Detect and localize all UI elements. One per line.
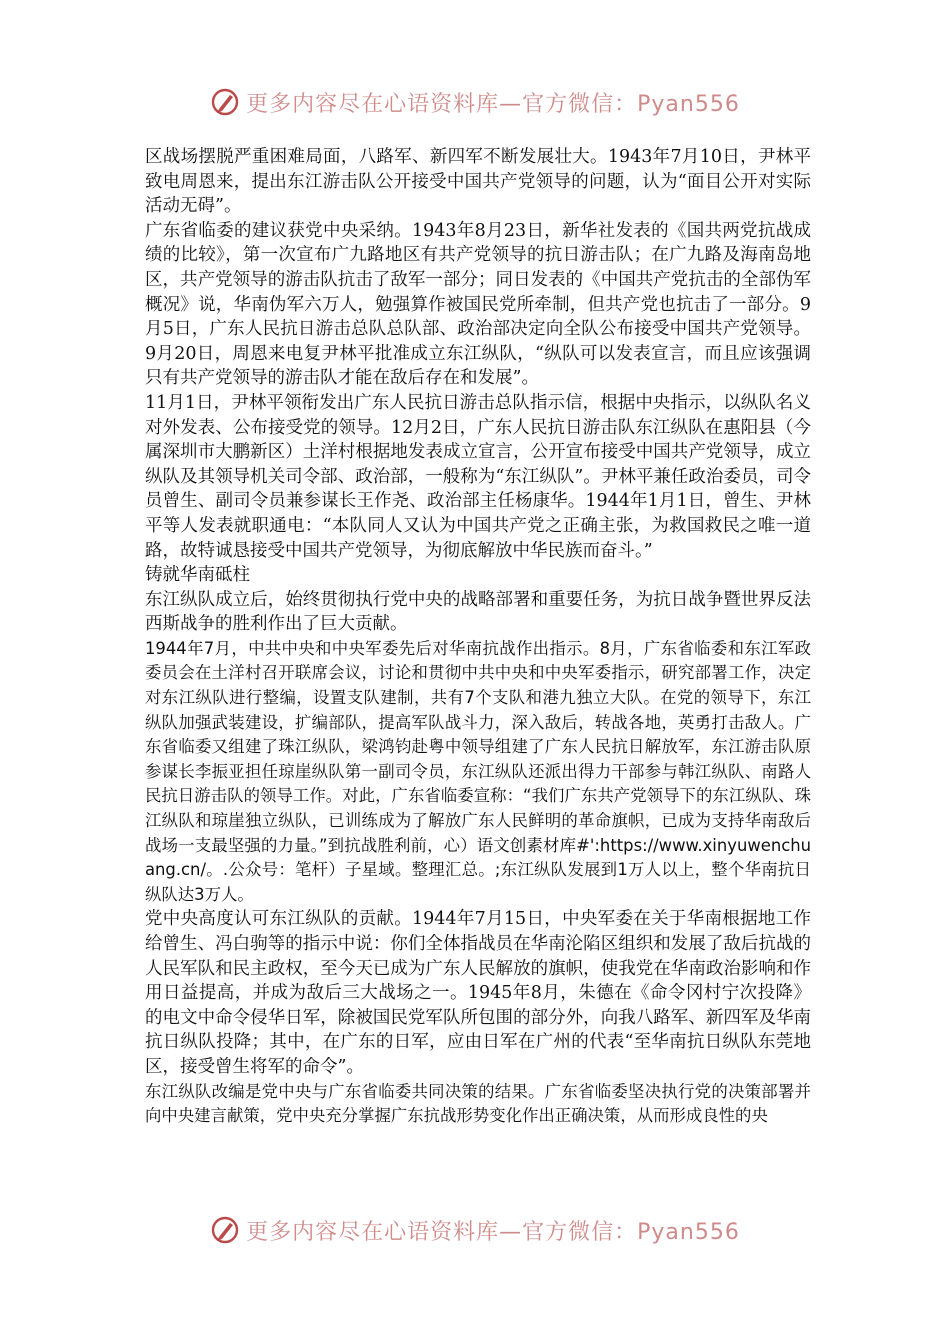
document-body	[145, 145, 811, 1129]
paragraph-1: 区战场摆脱严重困难局面，八路军、新四军不断发展壮大。1943年7月10日，尹林平致电周恩来，提出东江游击队公开接受中国共产党领导的问题，认为“面目公开对实际活动无碍”。	[145, 147, 811, 217]
footer-banner-text: 更多内容尽在心语资料库—官方微信：Pyan556	[246, 1219, 740, 1245]
header-banner	[0, 82, 950, 122]
paragraph-3: 11月1日，尹林平领衔发出广东人民抗日游击总队指示信，根据中央指示，以纵队名义对外发表、公布接受党的领导。12月2日，广东人民抗日游击队东江纵队在惠阳县（今属深圳市大鹏新区）土洋村根据地发表成立宣言，公开宣布接受中国共产党领导，成立纵队及其领导机关司令部、政治部，一般称为“东江纵队”。尹林平兼任政治委员，司令员曾生、副司令员兼参谋长王作尧、政治部主任杨康华。1944年1月1日，曾生、尹林平等人发表就职通电：“本队同人又认为中国共产党之正确主张，为救国救民之唯一道路，故特诚恳接受中国共产党领导，为彻底解放中华民族而奋斗。”	[145, 392, 811, 561]
paragraph-5: 1944年7月，中共中央和中央军委先后对华南抗战作出指示。8月，广东省临委和东江军政委员会在土洋村召开联席会议，讨论和贯彻中共中央和中央军委指示，研究部署工作，决定对东江纵队进行整编，设置支队建制，共有7个支队和港九独立大队。在党的领导下，东江纵队加强武装建设，扩编部队，提高军队战斗力，深入敌后，转战各地，英勇打击敌人。广东省临委又组建了珠江纵队，梁鸿钧赴粤中领导组建了广东人民抗日解放军，东江游击队原参谋长李振亚担任琼崖纵队第一副司令员，东江纵队还派出得力干部参与韩江纵队、南路人民抗日游击队的领导工作。对此，广东省临委宣称：“我们广东共产党领导下的东江纵队、珠江纵队和琼崖独立纵队，已训练成为了解放广东人民鲜明的革命旗帜，已成为支持华南敌后战场一支最坚强的力量。”到抗战胜利前，心）语文创素材库#':https://www.xinyuwenchuang.cn/。.公众号：笔杆）子星域。整理汇总。;东江纵队发展到1万人以上，整个华南抗日纵队达3万人。	[145, 638, 811, 904]
pen-logo-icon	[210, 87, 240, 117]
paragraph-2: 广东省临委的建议获党中央采纳。1943年8月23日，新华社发表的《国共两党抗战成绩的比较》，第一次宣布广九路地区有共产党领导的抗日游击队；在广九路及海南岛地区，共产党领导的游击队抗击了敌军一部分；同日发表的《中国共产党抗击的全部伪军概况》说，华南伪军六万人，勉强算作被国民党所牵制，但共产党也抗击了一部分。9月5日，广东人民抗日游击总队总队部、政治部决定向全队公布接受中国共产党领导。9月20日，周恩来电复尹林平批准成立东江纵队，“纵队可以发表宣言，而且应该强调只有共产党领导的游击队才能在敌后存在和发展”。	[145, 220, 811, 389]
paragraph-4: 东江纵队成立后，始终贯彻执行党中央的战略部署和重要任务，为抗日战争暨世界反法西斯战争的胜利作出了巨大贡献。	[145, 589, 811, 635]
section-heading: 铸就华南砥柱	[145, 565, 250, 586]
footer-banner	[0, 1210, 950, 1250]
paragraph-6: 党中央高度认可东江纵队的贡献。1944年7月15日，中央军委在关于华南根据地工作给曾生、冯白驹等的指示中说：你们全体指战员在华南沦陷区组织和发展了敌后抗战的人民军队和民主政权，至今天已成为广东人民解放的旗帜，使我党在华南政治影响和作用日益提高，并成为敌后三大战场之一。1945年8月，朱德在《命令冈村宁次投降》的电文中命令侵华日军，除被国民党军队所包围的部分外，向我八路军、新四军及华南抗日纵队投降；其中，在广东的日军，应由日军在广州的代表“至华南抗日纵队东莞地区，接受曾生将军的命令”。	[145, 909, 811, 1077]
paragraph-7: 东江纵队改编是党中央与广东省临委共同决策的结果。广东省临委坚决执行党的决策部署并向中央建言献策，党中央充分掌握广东抗战形势变化作出正确决策，从而形成良性的央	[145, 1081, 811, 1126]
header-banner-text: 更多内容尽在心语资料库—官方微信：Pyan556	[246, 91, 740, 117]
pen-logo-icon	[210, 1215, 240, 1245]
